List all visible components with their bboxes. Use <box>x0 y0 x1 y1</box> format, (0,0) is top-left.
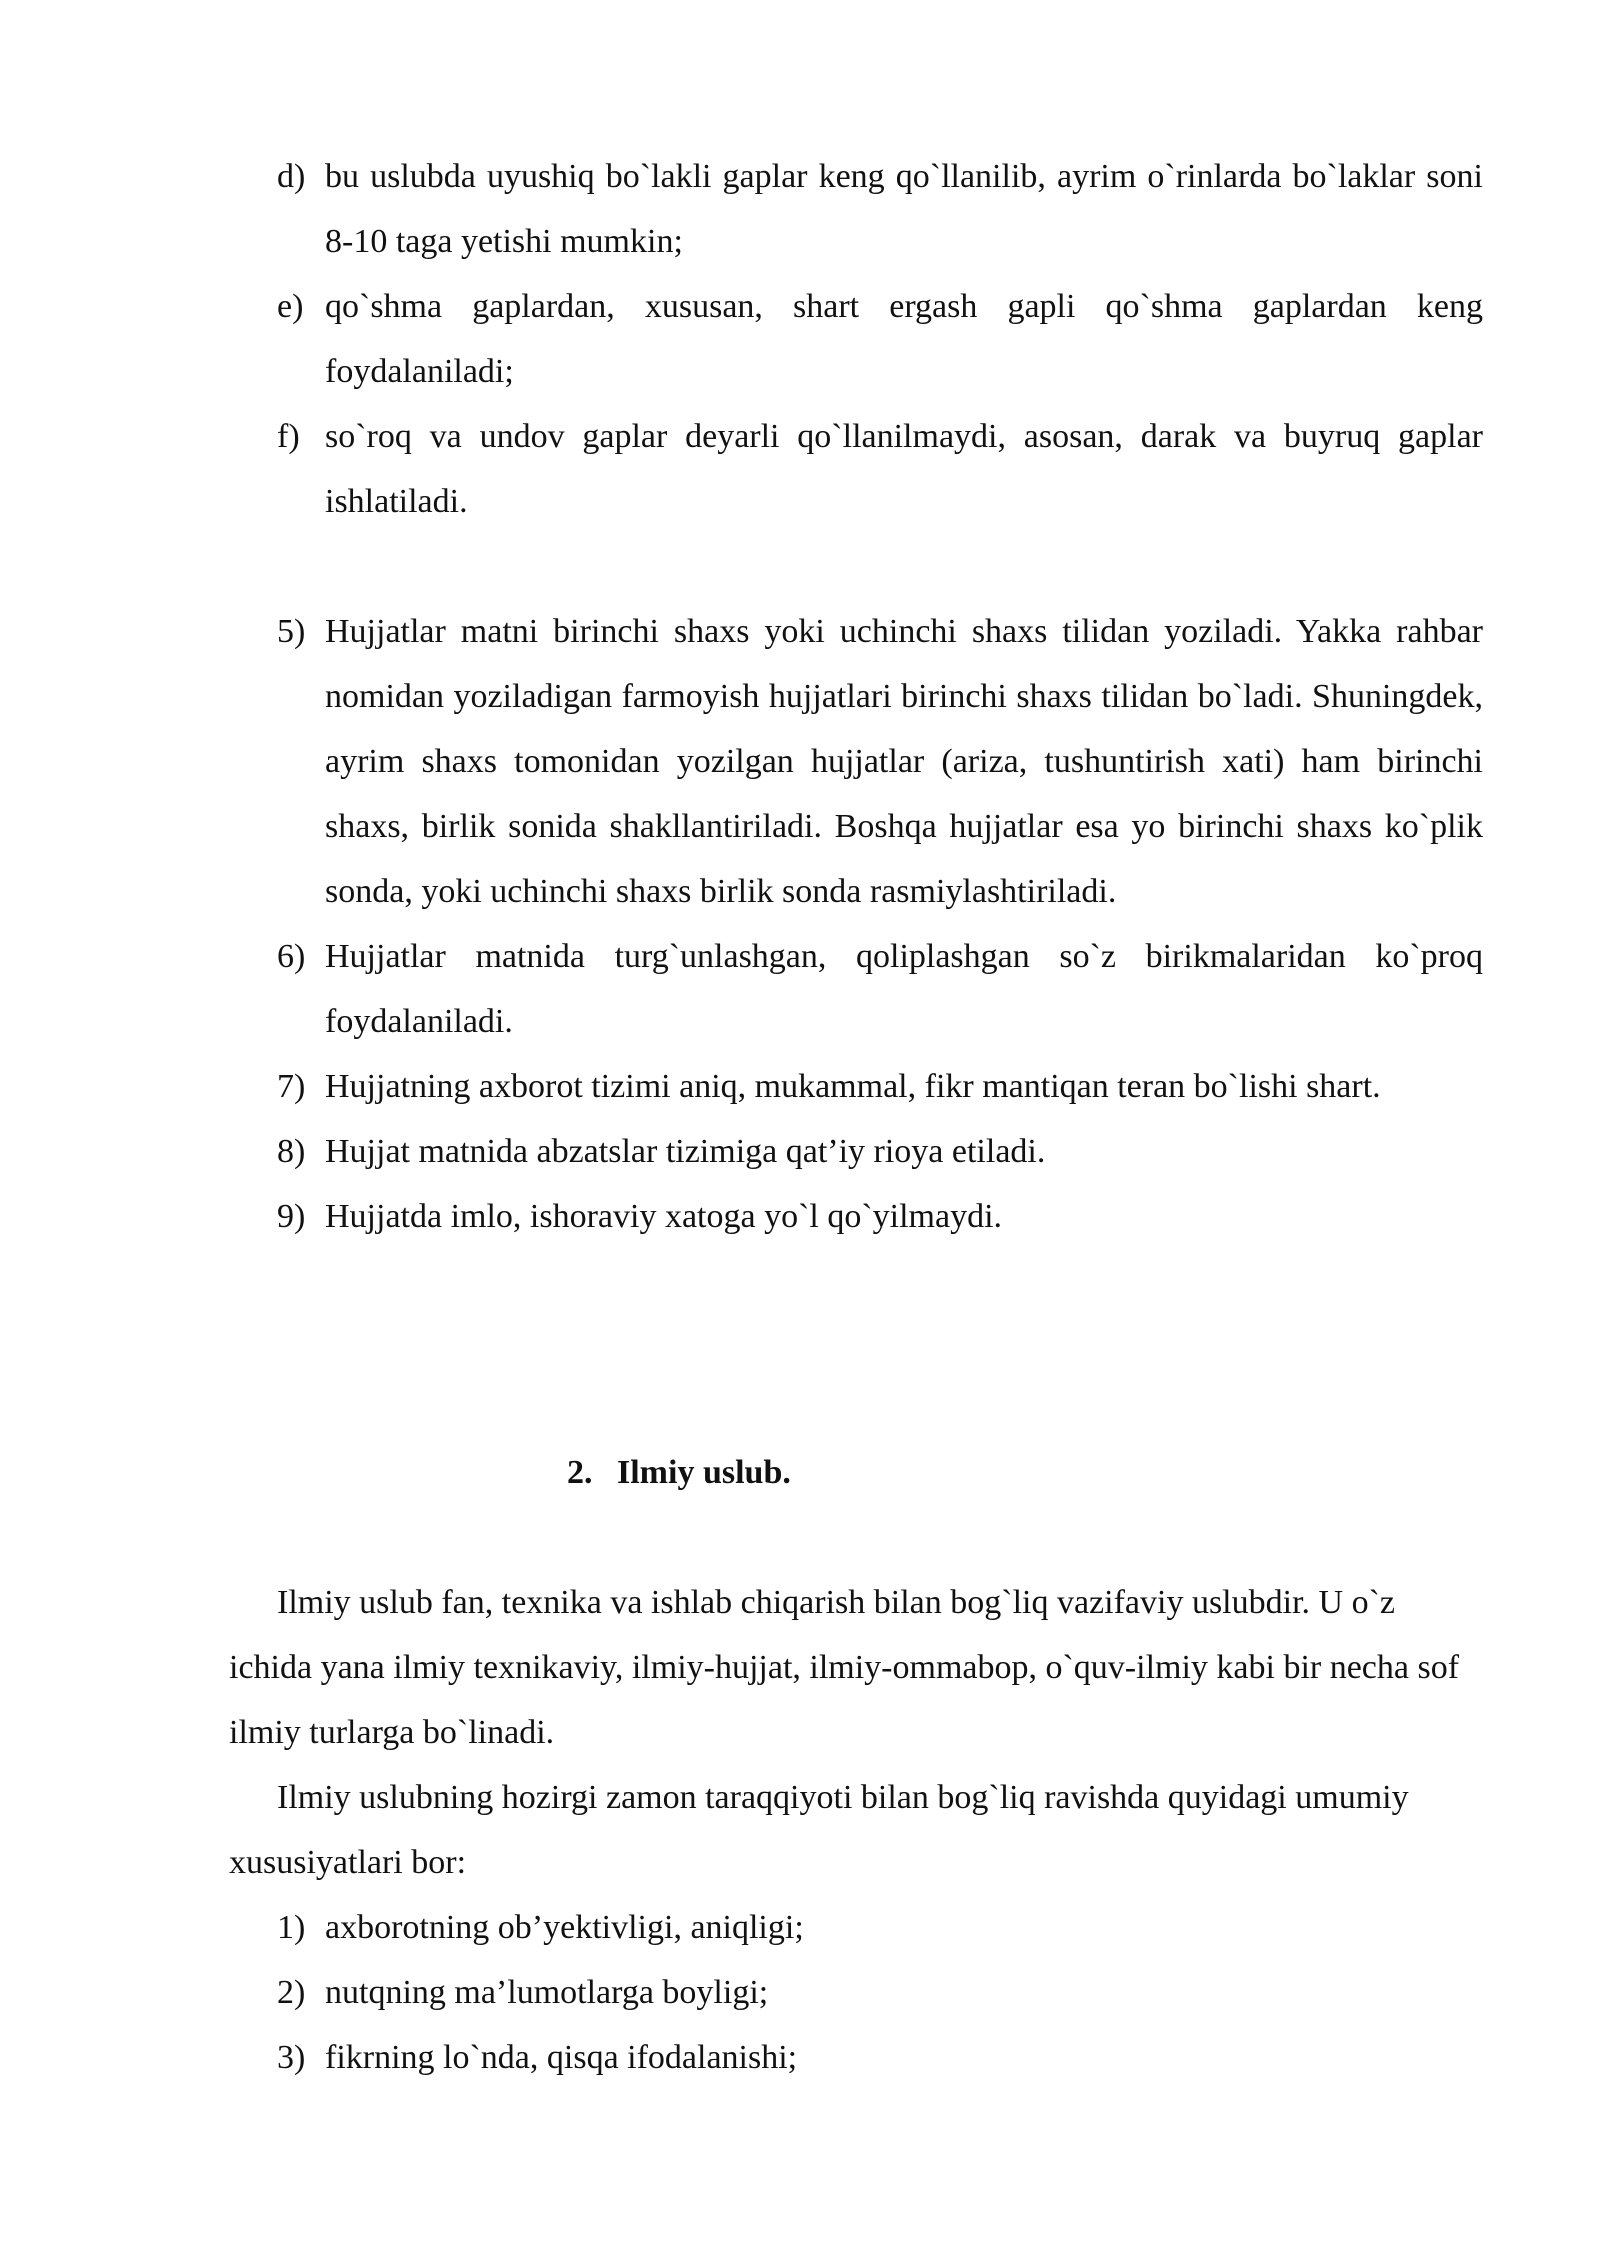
list-item-text: Hujjatning axborot tizimi aniq, mukammal, fikr mantiqan teran bo`lishi shart. <box>325 1068 1381 1105</box>
list-item <box>0 1960 1600 2025</box>
list-item <box>0 2025 1600 2090</box>
list-marker: d) <box>277 158 306 195</box>
numbered-list <box>0 599 1600 1249</box>
list-item <box>0 924 1600 1054</box>
list-item <box>0 1184 1600 1249</box>
list-item-text: fikrning lo`nda, qisqa ifodalanishi; <box>325 2039 798 2076</box>
section-heading <box>0 1440 1600 1505</box>
list-item-text: Hujjatlar matnida turg`unlashgan, qoliplashgan so`z birikmalaridan ko`proq foydalaniladi. <box>325 938 1483 1040</box>
lettered-list <box>0 144 1600 534</box>
list-marker: 3) <box>277 2039 306 2076</box>
list-marker: 2) <box>277 1974 306 2011</box>
section-number: 2. <box>567 1454 593 1491</box>
body-paragraph: Ilmiy uslubning hozirgi zamon taraqqiyoti bilan bog`liq ravishda quyidagi umumiy xususiyatlari bor: <box>229 1779 1409 1881</box>
list-item-text: qo`shma gaplardan, xususan, shart ergash gapli qo`shma gaplardan keng foydalaniladi; <box>325 288 1483 390</box>
list-marker: 8) <box>277 1133 306 1170</box>
list-item-text: Hujjatda imlo, ishoraviy xatoga yo`l qo`yilmaydi. <box>325 1198 1003 1235</box>
list-item <box>0 1054 1600 1119</box>
list-item <box>0 144 1600 274</box>
list-marker: 5) <box>277 613 306 650</box>
list-item-text: so`roq va undov gaplar deyarli qo`llanilmaydi, asosan, darak va buyruq gaplar ishlatiladi. <box>325 418 1483 520</box>
list-item <box>0 599 1600 924</box>
list-marker: f) <box>277 418 300 455</box>
section-title: Ilmiy uslub. <box>617 1454 791 1491</box>
list-marker: 9) <box>277 1198 306 1235</box>
list-marker: 7) <box>277 1068 306 1105</box>
list-item <box>0 274 1600 404</box>
list-item-text: axborotning ob’yektivligi, aniqligi; <box>325 1909 804 1946</box>
list-item-text: Hujjat matnida abzatslar tizimiga qat’iy rioya etiladi. <box>325 1133 1046 1170</box>
list-marker: 6) <box>277 938 306 975</box>
list-item <box>0 404 1600 534</box>
list-item-text: bu uslubda uyushiq bo`lakli gaplar keng qo`llanilib, ayrim o`rinlarda bo`laklar soni 8-10 taga yetishi mumkin; <box>325 158 1483 260</box>
list-item-text: nutqning ma’lumotlarga boyligi; <box>325 1974 769 2011</box>
list-item-text: Hujjatlar matni birinchi shaxs yoki uchinchi shaxs tilidan yoziladi. Yakka rahbar nomidan yoziladigan farmoyish hujjatlari birinchi shaxs tilidan bo`ladi. Shuningdek, ayrim shaxs tomonidan yozilgan hujjatlar (ariza, tushuntirish xati) ham birinchi shaxs, birlik sonida shakllantiriladi. Boshqa hujjatlar esa yo birinchi shaxs ko`plik sonda, yoki uchinchi shaxs birlik sonda rasmiylashtiriladi. <box>325 613 1483 910</box>
list-marker: 1) <box>277 1909 306 1946</box>
list-item <box>0 1895 1600 1960</box>
body-paragraph: Ilmiy uslub fan, texnika va ishlab chiqarish bilan bog`liq vazifaviy uslubdir. U o`z ichida yana ilmiy texnikaviy, ilmiy-hujjat, ilmiy-ommabop, o`quv-ilmiy kabi bir necha sof ilmiy turlarga bo`linadi. <box>229 1584 1460 1751</box>
list-item <box>0 1119 1600 1184</box>
features-list <box>0 1895 1600 2090</box>
list-marker: e) <box>277 288 304 325</box>
